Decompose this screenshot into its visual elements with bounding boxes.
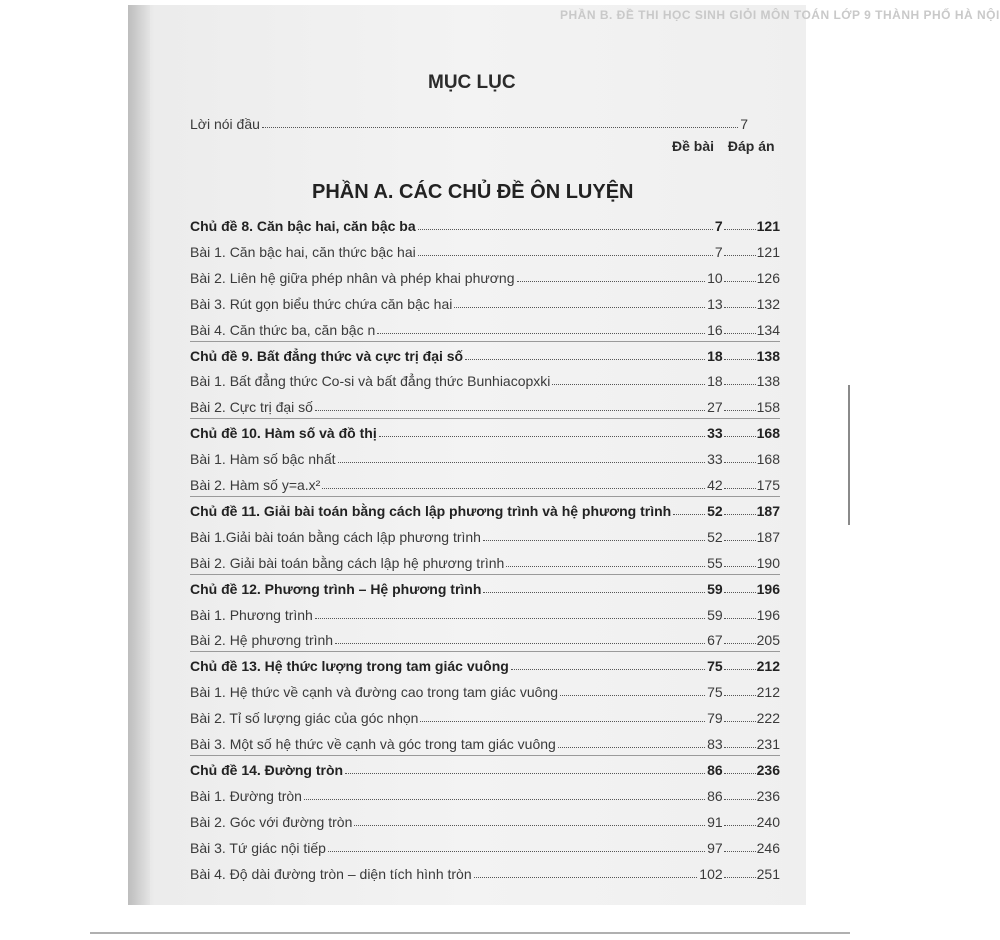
- exercise-page: 83: [707, 736, 723, 752]
- toc-lesson-row: [190, 238, 780, 260]
- leader-dots: [418, 229, 713, 230]
- leader-dots: [315, 618, 705, 619]
- toc-entry-label: Bài 2. Hàm số y=a.x²: [190, 477, 321, 493]
- leader-dots: [558, 747, 705, 748]
- scrollbar[interactable]: [848, 385, 850, 525]
- toc-lesson-row: [190, 471, 780, 493]
- leader-dots: [379, 436, 705, 437]
- exercise-page: 55: [707, 554, 723, 571]
- toc-entry-label: Chủ đề 13. Hệ thức lượng trong tam giác vuông: [190, 658, 509, 675]
- toc-page-numbers: [715, 244, 780, 260]
- exercise-page: 33: [707, 451, 723, 468]
- toc-lesson-row: [190, 393, 780, 415]
- leader-dots: [724, 695, 756, 696]
- topic-separator: [190, 755, 780, 756]
- toc-entry-label: Bài 2. Hệ phương trình: [190, 632, 334, 649]
- page-title: MỤC LỤC: [428, 72, 516, 93]
- leader-dots: [724, 488, 756, 489]
- leader-dots: [517, 281, 706, 282]
- exercise-page: 79: [707, 710, 723, 727]
- part-title: PHẦN A. CÁC CHỦ ĐỀ ÔN LUYỆN: [312, 181, 634, 203]
- toc-topic-row: [190, 756, 780, 778]
- toc-topic-row: [190, 342, 780, 364]
- toc-entry-label: Bài 3. Một số hệ thức về cạnh và góc trong tam giác vuông: [190, 736, 556, 752]
- toc-entry-label: Bài 1. Đường tròn: [190, 787, 302, 804]
- toc-page-numbers: [707, 425, 780, 441]
- leader-dots: [724, 877, 756, 878]
- leader-dots: [483, 592, 705, 593]
- toc-lesson-row: [190, 264, 780, 286]
- answer-page: 121: [756, 243, 780, 260]
- answer-page: 246: [756, 839, 780, 856]
- answer-page: 240: [756, 813, 780, 830]
- toc-page-numbers: [707, 684, 780, 700]
- toc-entry-label: Bài 1. Căn bậc hai, căn thức bậc hai: [190, 243, 416, 260]
- toc-entry-label: Chủ đề 10. Hàm số và đồ thị: [190, 425, 377, 442]
- column-headers: [672, 138, 775, 154]
- exercise-page: 10: [707, 269, 723, 286]
- toc-entry-label: Bài 1. Bất đẳng thức Co-si và bất đẳng thức Bunhiacopxki: [190, 373, 551, 390]
- answer-page: 212: [756, 684, 780, 701]
- toc-lesson-row: [190, 290, 780, 312]
- leader-dots: [724, 799, 756, 800]
- toc-page-numbers: [707, 373, 780, 389]
- leader-dots: [724, 669, 756, 670]
- answer-page: 138: [756, 347, 780, 364]
- answer-page: 126: [756, 269, 780, 286]
- toc-page-numbers: [707, 840, 780, 856]
- leader-dots: [328, 851, 705, 852]
- answer-page: 251: [756, 865, 780, 882]
- topic-separator: [190, 574, 780, 575]
- exercise-page: 67: [707, 632, 723, 649]
- toc-lesson-row: [190, 549, 780, 571]
- topic-separator: [190, 341, 780, 342]
- toc-page-numbers: [707, 270, 780, 286]
- toc-page-numbers: [707, 788, 780, 804]
- leader-dots: [483, 540, 705, 541]
- leader-dots: [724, 851, 756, 852]
- toc-lesson-row: [190, 678, 780, 700]
- preface-label: Lời nói đầu: [190, 116, 260, 132]
- preface-row: [190, 110, 780, 132]
- toc-lesson-row: [190, 860, 780, 882]
- topic-separator: [190, 651, 780, 652]
- toc-lesson-row: [190, 523, 780, 545]
- toc-topic-row: [190, 419, 780, 441]
- toc-lesson-row: [190, 808, 780, 830]
- leader-dots: [724, 747, 756, 748]
- exercise-page: 16: [707, 321, 723, 338]
- toc-entry-label: Bài 1. Hàm số bậc nhất: [190, 451, 336, 468]
- leader-dots: [724, 333, 756, 334]
- toc-page-numbers: [707, 762, 780, 778]
- leader-dots: [724, 773, 756, 774]
- leader-dots: [724, 618, 756, 619]
- exercise-page: 7: [714, 218, 723, 234]
- toc-page-numbers: [707, 503, 780, 519]
- toc-page-numbers: [707, 581, 780, 597]
- toc-entry-label: Bài 1. Phương trình: [190, 606, 313, 623]
- leader-dots: [262, 127, 738, 128]
- toc-lesson-row: [190, 626, 780, 648]
- toc-entry-label: Bài 4. Độ dài đường tròn – diện tích hình tròn: [190, 865, 472, 882]
- toc-entry-label: Bài 4. Căn thức ba, căn bậc n: [190, 321, 376, 338]
- leader-dots: [724, 643, 756, 644]
- answer-page: 121: [756, 218, 780, 234]
- toc-page-numbers: [707, 348, 780, 364]
- leader-dots: [418, 255, 713, 256]
- leader-dots: [345, 773, 705, 774]
- toc-page-numbers: [707, 607, 780, 623]
- leader-dots: [552, 384, 705, 385]
- toc-entry-label: Chủ đề 9. Bất đẳng thức và cực trị đại số: [190, 347, 464, 364]
- toc-lesson-row: [190, 601, 780, 623]
- toc-page-numbers: [707, 451, 780, 467]
- toc-page-numbers: [707, 555, 780, 571]
- leader-dots: [724, 255, 756, 256]
- toc-lesson-row: [190, 367, 780, 389]
- exercise-page: 97: [707, 839, 723, 856]
- toc-topic-row: [190, 652, 780, 674]
- answer-page: 190: [756, 554, 780, 571]
- toc-page-numbers: [707, 296, 780, 312]
- toc-page-numbers: [707, 736, 780, 752]
- leader-dots: [420, 721, 705, 722]
- leader-dots: [454, 307, 705, 308]
- leader-dots: [724, 566, 756, 567]
- topic-separator: [190, 496, 780, 497]
- toc-entry-label: Bài 2. Giải bài toán bằng cách lập hệ phương trình: [190, 554, 505, 571]
- toc-entry-label: Chủ đề 11. Giải bài toán bằng cách lập phương trình và hệ phương trình: [190, 502, 672, 519]
- toc-topic-row: [190, 497, 780, 519]
- leader-dots: [560, 695, 705, 696]
- toc-page-numbers: [707, 632, 780, 648]
- toc-page-numbers: [707, 710, 780, 726]
- leader-dots: [354, 825, 705, 826]
- toc-lesson-row: [190, 445, 780, 467]
- exercise-page: 52: [707, 502, 723, 519]
- bottom-divider: [90, 932, 850, 934]
- toc-lesson-row: [190, 834, 780, 856]
- exercise-page: 102: [699, 865, 723, 882]
- toc-page-numbers: [707, 814, 780, 830]
- leader-dots: [724, 410, 756, 411]
- exercise-page: 13: [707, 295, 723, 312]
- leader-dots: [338, 462, 706, 463]
- leader-dots: [304, 799, 705, 800]
- toc-entry-label: Bài 1.Giải bài toán bằng cách lập phương trình: [190, 528, 481, 545]
- answer-page: 212: [756, 658, 780, 675]
- toc-entry-label: Chủ đề 12. Phương trình – Hệ phương trình: [190, 580, 482, 597]
- answer-page: 132: [756, 295, 780, 312]
- page-binding-edge: [128, 5, 150, 905]
- toc-page-numbers: [707, 322, 780, 338]
- toc-entry-label: Bài 3. Rút gọn biểu thức chứa căn bậc hai: [190, 295, 453, 312]
- leader-dots: [724, 721, 756, 722]
- preface-page: 7: [740, 116, 748, 132]
- answer-page: 168: [756, 451, 780, 468]
- toc-entry-label: Chủ đề 14. Đường tròn: [190, 761, 344, 778]
- toc-entry-label: Bài 3. Tứ giác nội tiếp: [190, 839, 326, 856]
- answer-page: 196: [756, 580, 780, 597]
- leader-dots: [465, 359, 705, 360]
- exercise-page: 27: [707, 399, 723, 416]
- answer-page: 222: [756, 710, 780, 727]
- exercise-page: 75: [707, 684, 723, 701]
- leader-dots: [724, 436, 756, 437]
- exercise-page: 59: [707, 606, 723, 623]
- leader-dots: [511, 669, 705, 670]
- bleed-through-header: PHẦN B. ĐỀ THI HỌC SINH GIỎI MÔN TOÁN LỚP 9 THÀNH PHỐ HÀ NỘI: [560, 8, 1000, 22]
- leader-dots: [724, 540, 756, 541]
- leader-dots: [724, 229, 756, 230]
- toc-entry-label: Bài 2. Liên hệ giữa phép nhân và phép khai phương: [190, 269, 515, 286]
- toc-lesson-row: [190, 316, 780, 338]
- exercise-page: 59: [707, 580, 723, 597]
- exercise-page: 52: [707, 528, 723, 545]
- answer-page: 231: [756, 736, 780, 752]
- answer-page: 138: [756, 373, 780, 390]
- answer-page: 236: [756, 787, 780, 804]
- exercise-page: 18: [707, 373, 723, 390]
- answer-page: 205: [756, 632, 780, 649]
- exercise-page: 86: [707, 787, 723, 804]
- leader-dots: [322, 488, 705, 489]
- answer-page: 175: [756, 477, 780, 493]
- exercise-page: 33: [707, 425, 723, 442]
- toc-lesson-row: [190, 704, 780, 726]
- toc-page-numbers: [707, 399, 780, 415]
- answer-page: 236: [756, 761, 780, 778]
- toc-lesson-row: [190, 782, 780, 804]
- toc-page-numbers: [707, 529, 780, 545]
- toc-lesson-row: [190, 730, 780, 752]
- leader-dots: [724, 384, 756, 385]
- topic-separator: [190, 418, 780, 419]
- toc-topic-row: [190, 575, 780, 597]
- exercise-page: 86: [707, 761, 723, 778]
- exercise-page: 18: [707, 347, 723, 364]
- exercises-header: Đề bài: [672, 138, 715, 154]
- answer-page: 134: [756, 321, 780, 338]
- leader-dots: [724, 307, 756, 308]
- answer-page: 168: [756, 425, 780, 442]
- answer-page: 187: [756, 502, 780, 519]
- leader-dots: [724, 359, 756, 360]
- leader-dots: [724, 462, 756, 463]
- toc-entry-label: Bài 2. Cực trị đại số: [190, 399, 313, 416]
- answer-page: 196: [756, 606, 780, 623]
- leader-dots: [506, 566, 705, 567]
- leader-dots: [724, 825, 756, 826]
- leader-dots: [315, 410, 705, 411]
- exercise-page: 7: [714, 243, 723, 260]
- toc-page-numbers: [707, 658, 780, 674]
- leader-dots: [335, 643, 705, 644]
- toc-entry-label: Bài 2. Tỉ số lượng giác của góc nhọn: [190, 710, 419, 727]
- exercise-page: 42: [707, 477, 723, 493]
- leader-dots: [673, 514, 705, 515]
- leader-dots: [474, 877, 698, 878]
- exercise-page: 91: [707, 813, 723, 830]
- exercise-page: 75: [707, 658, 723, 675]
- toc-entry-label: Chủ đề 8. Căn bậc hai, căn bậc ba: [190, 218, 416, 234]
- toc-topic-row: [190, 212, 780, 234]
- answer-page: 187: [756, 528, 780, 545]
- toc-page-numbers: [715, 218, 780, 234]
- toc-entry-label: Bài 1. Hệ thức về cạnh và đường cao trong tam giác vuông: [190, 684, 559, 701]
- answer-page: 158: [756, 399, 780, 416]
- leader-dots: [377, 333, 705, 334]
- leader-dots: [724, 592, 756, 593]
- toc-page-numbers: [707, 477, 780, 493]
- toc-entry-label: Bài 2. Góc với đường tròn: [190, 813, 353, 830]
- toc-page-numbers: [699, 866, 780, 882]
- leader-dots: [724, 514, 756, 515]
- answers-header: Đáp án: [727, 138, 775, 154]
- leader-dots: [724, 281, 756, 282]
